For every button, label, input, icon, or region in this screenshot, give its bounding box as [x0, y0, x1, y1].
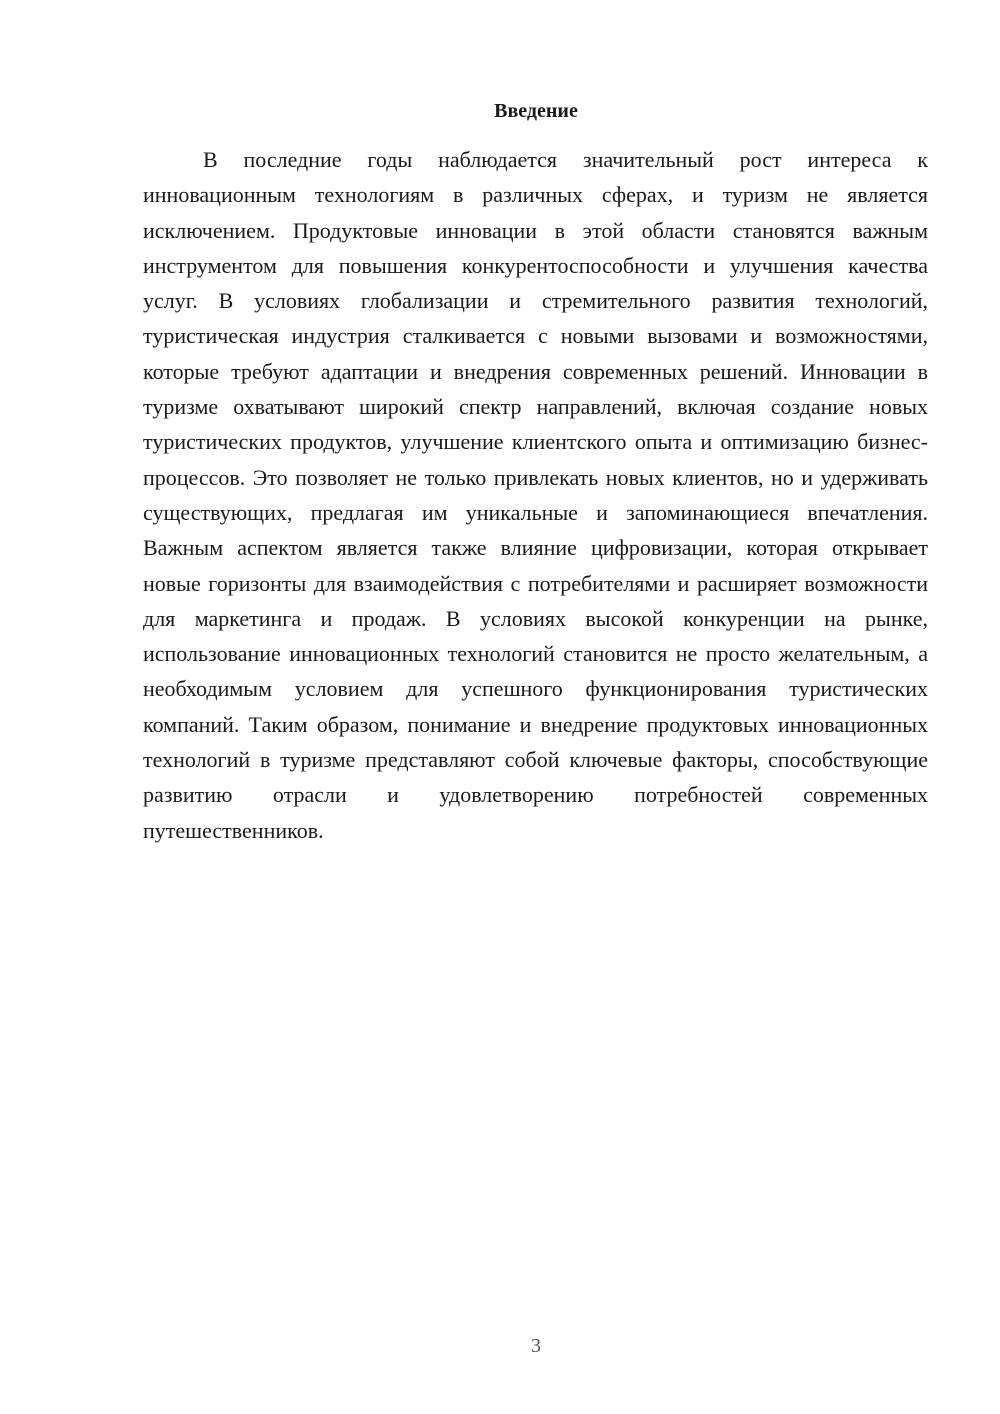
intro-paragraph: В последние годы наблюдается значительный рост интереса к инновационным технологиям в различных сферах, и туризм не является исключением. Продуктовые инновации в этой области становятся важным инструментом для повышения конкурентоспособности и улучшения качества услуг. В условиях глобализации и стремительного развития технологий, туристическая индустрия сталкивается с новыми вызовами и возможностями, которые требуют адаптации и внедрения современных решений. Инновации в туризме охватывают широкий спектр направлений, включая создание новых туристических продуктов, улучшение клиентского опыта и оптимизацию бизнес-процессов. Это позволяет не только привлекать новых клиентов, но и удерживать существующих, предлагая им уникальные и запоминающиеся впечатления. Важным аспектом является также влияние цифровизации, которая открывает новые горизонты для взаимодействия с потребителями и расширяет возможности для маркетинга и продаж. В условиях высокой конкуренции на рынке, использование инновационных технологий становится не просто желательным, а необходимым условием для успешного функционирования туристических компаний. Таким образом, понимание и внедрение продуктовых инновационных технологий в туризме представляют собой ключевые факторы, способствующие развитию отрасли и удовлетворению потребностей современных путешественников. [143, 147, 928, 843]
page-title: Введение [494, 100, 578, 122]
page-number: 3 [531, 1335, 541, 1357]
